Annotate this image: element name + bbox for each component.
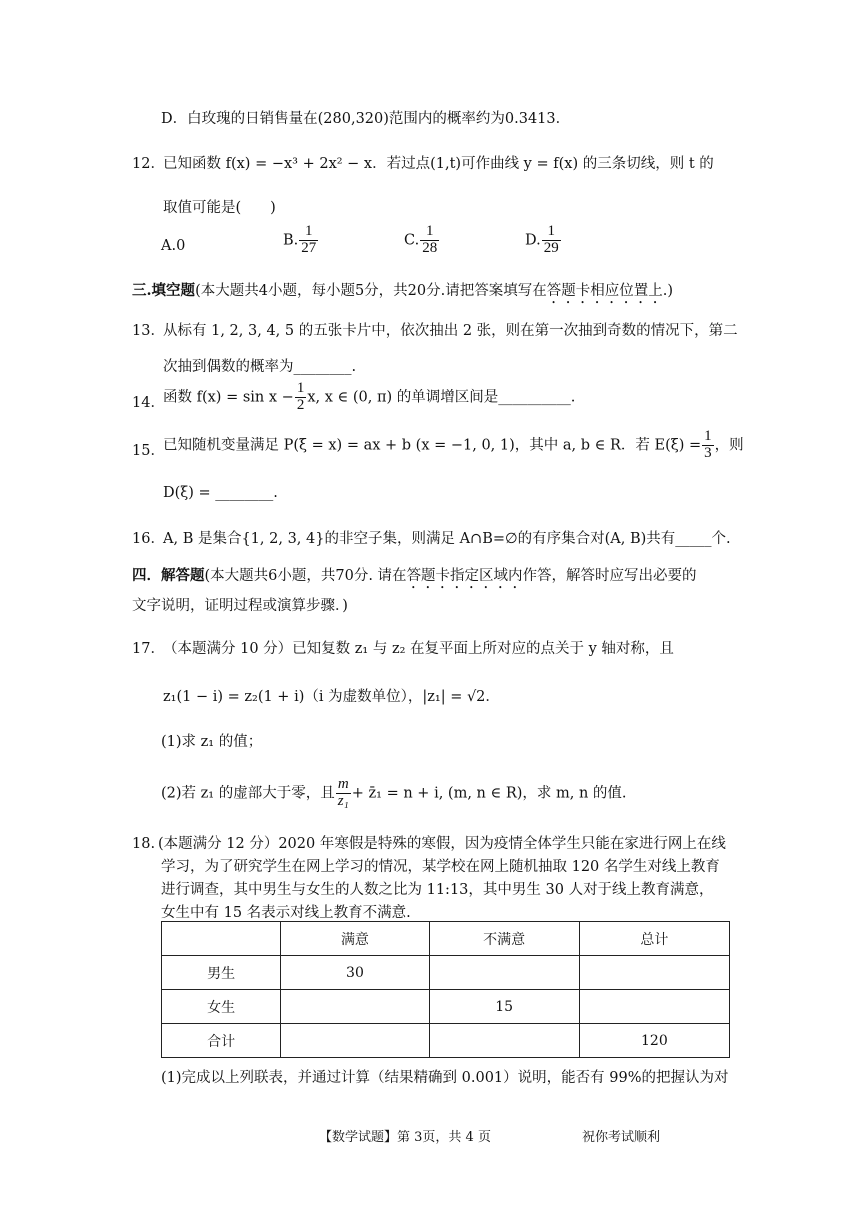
q15-line2: D(ξ) = ________. — [163, 485, 278, 501]
table-header-row — [162, 922, 730, 956]
footer-wish: 祝你考试顺利 — [582, 1130, 661, 1145]
q13-number: 13． — [132, 323, 165, 339]
section3-heading — [132, 281, 673, 307]
option-value: 0 — [176, 238, 186, 254]
q17-part2-b: + z̄₁ = n + i, (m, n ∈ R)，求 m, n 的值. — [351, 785, 627, 802]
q12-stem-continued: 取值可能是( ) — [163, 200, 276, 216]
q14-text — [163, 381, 575, 414]
q18-line4: 女生中有 15 名表示对线上教育不满意. — [161, 905, 411, 921]
q13-line2: 次抽到偶数的概率为________. — [163, 359, 357, 375]
q12-option-a — [161, 236, 185, 256]
table-cell — [429, 956, 579, 990]
q17-number: 17． — [132, 641, 165, 657]
fraction-denominator: 28 — [422, 239, 438, 256]
fraction-denominator: 29 — [543, 239, 559, 256]
q18-line1: (本题满分 12 分）2020 年寒假是特殊的寒假，因为疫情全体学生只能在家进行网上在线 — [158, 836, 726, 852]
section-note: (本大题共6小题，共70分. 请在 — [204, 568, 407, 584]
option-label: A. — [161, 238, 177, 254]
q17-part2 — [161, 777, 627, 810]
q14-number: 14． — [132, 395, 165, 411]
q16-text: A, B 是集合{1, 2, 3, 4}的非空子集，则满足 A∩B=∅的有序集合对(A, B)共有_____个. — [163, 531, 731, 547]
q14-text-b: x, x ∈ (0, π) 的单调增区间是__________. — [307, 389, 576, 406]
table-cell — [281, 1024, 429, 1058]
fraction-denominator: z₁ — [337, 792, 349, 809]
table-cell: 15 — [429, 990, 579, 1024]
q15-text — [163, 429, 744, 462]
q12-option-b — [283, 224, 319, 257]
table-cell — [429, 1024, 579, 1058]
table-cell — [579, 956, 729, 990]
table-header-cell: 总计 — [579, 922, 729, 956]
q12-option-d — [525, 224, 562, 257]
q15-text-a: 已知随机变量满足 P(ξ = x) = ax + b (x = −1, 0, 1)，其中 a, b ∈ R．若 E(ξ) = — [163, 437, 702, 454]
section-note-emphasis: 答题卡相应位置上 — [546, 283, 663, 299]
q15-number: 15． — [132, 443, 165, 459]
section-note-end: .) — [662, 283, 674, 299]
fraction-numerator: 1 — [542, 224, 561, 241]
table-row — [162, 1024, 730, 1058]
q18-line3: 进行调查，其中男生与女生的人数之比为 11:13，其中男生 30 人对于线上教育满意， — [161, 882, 714, 898]
fraction-denominator: 3 — [704, 444, 712, 461]
table-cell: 女生 — [162, 990, 281, 1024]
fraction-numerator: 1 — [704, 428, 712, 444]
section-title: 三.填空题 — [132, 282, 196, 299]
section-note-emphasis: 答题卡指定区域内 — [406, 568, 523, 584]
contingency-table — [161, 921, 730, 1058]
table-cell: 男生 — [162, 956, 281, 990]
fraction-numerator: 1 — [420, 224, 439, 241]
table-cell: 30 — [281, 956, 429, 990]
q12-stem: 已知函数 f(x) = −x³ + 2x² − x．若过点(1,t)可作曲线 y = f(x) 的三条切线，则 t 的 — [163, 156, 714, 172]
section4-line2: 文字说明，证明过程或演算步骤．) — [132, 598, 348, 614]
q18-number: 18. — [132, 836, 156, 852]
table-header-cell — [162, 922, 281, 956]
section4-heading — [132, 566, 697, 592]
fraction-numerator: m — [336, 777, 351, 794]
section-title: 四．解答题 — [132, 567, 205, 584]
q17-part2-a: (2)若 z₁ 的虚部大于零，且 — [161, 785, 335, 802]
fraction-denominator: 27 — [301, 239, 317, 256]
section-note-end: 作答，解答时应写出必要的 — [522, 568, 697, 584]
option-label: C. — [404, 232, 420, 249]
footer-page-number: 【数学试题】第 3页，共 4 页 — [319, 1130, 491, 1145]
q12-option-c — [404, 224, 440, 257]
q18-part1: (1)完成以上列联表，并通过计算（结果精确到 0.001）说明，能否有 99%的把握认为对 — [161, 1070, 729, 1086]
table-cell — [281, 990, 429, 1024]
fraction-numerator: 1 — [299, 224, 318, 241]
option-label: D. — [525, 232, 541, 249]
table-row — [162, 990, 730, 1024]
q18-line2: 学习，为了研究学生在网上学习的情况，某学校在网上随机抽取 120 名学生对线上教育 — [161, 859, 720, 875]
q11-option-d: D．白玫瑰的日销售量在(280,320)范围内的概率约为0.3413． — [161, 111, 571, 127]
table-header-cell: 满意 — [281, 922, 429, 956]
q17-line1: （本题满分 10 分）已知复数 z₁ 与 z₂ 在复平面上所对应的点关于 y 轴对称，且 — [163, 641, 674, 657]
table-cell: 合计 — [162, 1024, 281, 1058]
table-cell — [579, 990, 729, 1024]
table-row — [162, 956, 730, 990]
fraction-denominator: 2 — [296, 396, 305, 413]
q15-text-b: ，则 — [714, 437, 744, 454]
option-label: B. — [283, 232, 299, 249]
q17-line2: z₁(1 − i) = z₂(1 + i)（i 为虚数单位），|z₁| = √2． — [163, 689, 500, 705]
section-note: (本大题共4小题，每小题5分，共20分.请把答案填写在 — [195, 283, 547, 299]
q12-number: 12． — [132, 156, 165, 172]
table-cell: 120 — [579, 1024, 729, 1058]
q14-text-a: 函数 f(x) = sin x − — [163, 389, 294, 406]
q16-number: 16． — [132, 531, 165, 547]
q17-part1: (1)求 z₁ 的值； — [161, 734, 263, 750]
q13-line1: 从标有 1, 2, 3, 4, 5 的五张卡片中，依次抽出 2 张，则在第一次抽到奇数的情况下，第二 — [163, 323, 738, 339]
fraction-numerator: 1 — [296, 380, 305, 396]
table-header-cell: 不满意 — [429, 922, 579, 956]
